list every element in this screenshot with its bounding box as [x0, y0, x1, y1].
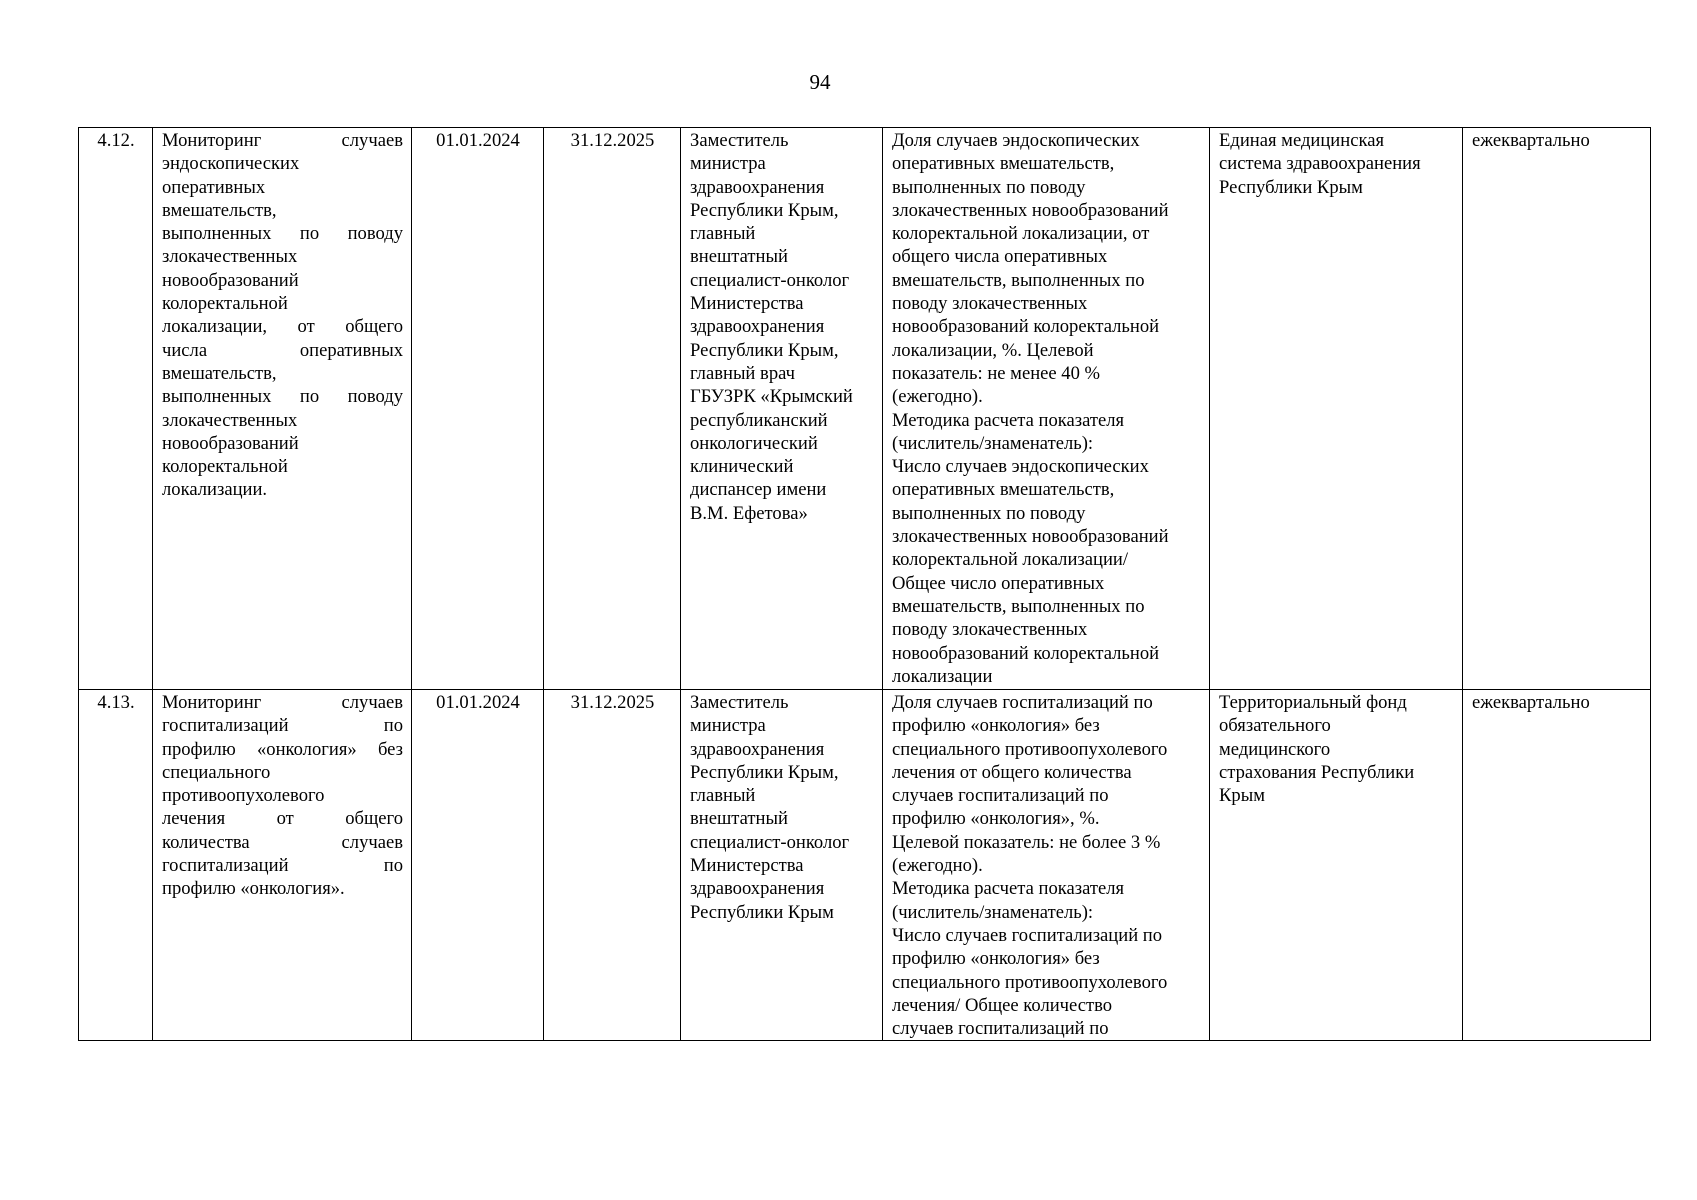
indicator-cell: Доля случаев эндоскопических оперативных вмешательств, выполненных по поводу злокачественных новообразований колоректальной локализации, от общего числа оперативных вмешательств, выполненных по поводу злокачественных новообразований колоректальной локализации, %. Целевой показатель: не менее 40 % (ежегодно). Методика расчета показателя (числитель/знаменатель): Число случаев эндоскопических оперативных вмешательств, выполненных по поводу злокачественных новообразований колоректальной локализации/ Общее число оперативных вмешательств, выполненных по поводу злокачественных новообразований колоректальной локализации	[883, 128, 1210, 690]
data-source-cell: Единая медицинская система здравоохранения Республики Крым	[1210, 128, 1463, 690]
page-number: 94	[809, 70, 831, 94]
measure-name-line: вмешательств,	[162, 362, 277, 384]
start-date-cell: 01.01.2024	[412, 690, 544, 1041]
responsible-cell: Заместитель министра здравоохранения Республики Крым, главный внештатный специалист-онколог Министерства здравоохранения Республики Крым, главный врач ГБУЗРК «Крымский республиканский онкологический клинический диспансер имени В.М. Ефетова»	[681, 128, 883, 690]
measure-name-line: новообразований	[162, 432, 299, 454]
measure-name-line: эндоскопических	[162, 153, 300, 175]
measure-name-line: колоректальной	[162, 456, 288, 478]
measure-name-line: локализации, от общего	[162, 316, 403, 338]
measures-table	[78, 127, 1651, 1041]
measure-name-line: противоопухолевого	[162, 785, 325, 807]
table-row	[79, 690, 1651, 1041]
measure-name-line: профилю «онкология».	[162, 878, 345, 900]
frequency-cell: ежеквартально	[1463, 128, 1651, 690]
measure-name-line: количества случаев	[162, 831, 403, 853]
responsible-cell: Заместитель министра здравоохранения Республики Крым, главный внештатный специалист-онколог Министерства здравоохранения Республики Крым	[681, 690, 883, 1041]
table-row	[79, 128, 1651, 690]
measure-name-line: Мониторинг случаев	[162, 130, 403, 151]
measure-name-line: новообразований	[162, 269, 299, 291]
measure-name-line: злокачественных	[162, 409, 298, 431]
measure-name-line: числа оперативных	[162, 339, 403, 361]
measure-name-line: Мониторинг случаев	[162, 692, 403, 713]
measure-name-cell	[153, 690, 412, 1041]
end-date-cell: 31.12.2025	[544, 128, 681, 690]
measure-name-line: выполненных по поводу	[162, 386, 403, 408]
measure-name-line: вмешательств,	[162, 199, 277, 221]
measure-name-line: специального	[162, 761, 271, 783]
frequency-cell: ежеквартально	[1463, 690, 1651, 1041]
measure-name-line: профилю «онкология» без	[162, 738, 403, 760]
measure-name-line: выполненных по поводу	[162, 223, 403, 245]
measure-name-line: оперативных	[162, 176, 266, 198]
indicator-cell: Доля случаев госпитализаций по профилю «онкология» без специального противоопухолевого лечения от общего количества случаев госпитализаций по профилю «онкология», %. Целевой показатель: не более 3 % (ежегодно). Методика расчета показателя (числитель/знаменатель): Число случаев госпитализаций по профилю «онкология» без специального противоопухолевого лечения/ Общее количество случаев госпитализаций по	[883, 690, 1210, 1041]
row-number-cell: 4.13.	[79, 690, 153, 1041]
data-source-cell: Территориальный фонд обязательного медицинского страхования Республики Крым	[1210, 690, 1463, 1041]
measure-name-line: злокачественных	[162, 246, 298, 268]
measure-name-line: госпитализаций по	[162, 855, 403, 877]
measure-name-line: лечения от общего	[162, 808, 403, 830]
start-date-cell: 01.01.2024	[412, 128, 544, 690]
end-date-cell: 31.12.2025	[544, 690, 681, 1041]
measure-name-cell	[153, 128, 412, 690]
measure-name-line: колоректальной	[162, 293, 288, 315]
measure-name-line: госпитализаций по	[162, 715, 403, 737]
row-number-cell: 4.12.	[79, 128, 153, 690]
measure-name-line: локализации.	[162, 479, 268, 501]
